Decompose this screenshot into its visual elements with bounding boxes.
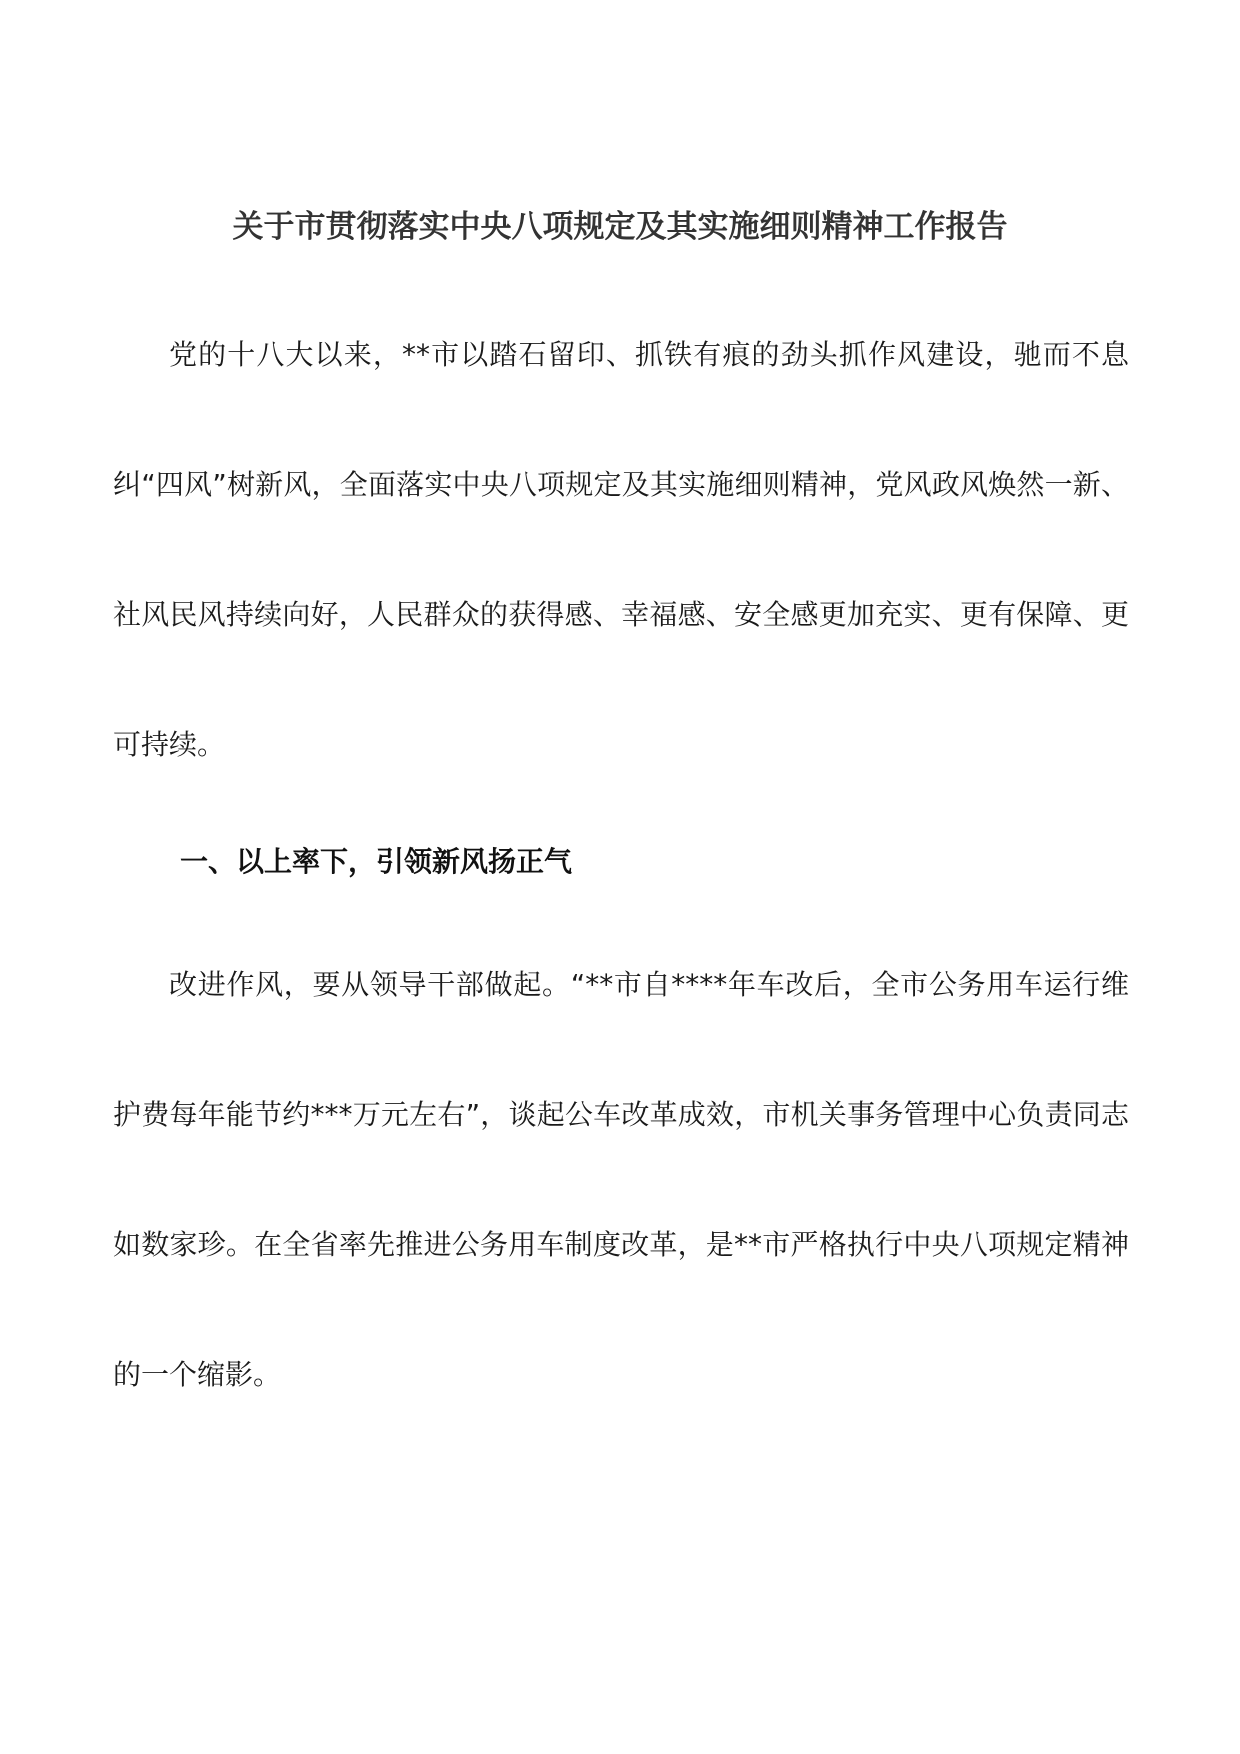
document-title: 关于市贯彻落实中央八项规定及其实施细则精神工作报告 [232,209,1008,245]
section-paragraph: 改进作风，要从领导干部做起。“**市自****年车改后，全市公务用车运行维护费每年能节约***万元左右”，谈起公车改革成效，市机关事务管理中心负责同志如数家珍。在全省率先推进公务用车制度改革，是**市严格执行中央八项规定精神的一个缩影。 [113,968,1129,1391]
section-heading: 一、以上率下，引领新风扬正气 [180,845,573,878]
intro-paragraph: 党的十八大以来，**市以踏石留印、抓铁有痕的劲头抓作风建设，驰而不息纠“四风”树新风，全面落实中央八项规定及其实施细则精神，党风政风焕然一新、社风民风持续向好，人民群众的获得感、幸福感、安全感更加充实、更有保障、更可持续。 [113,338,1129,761]
